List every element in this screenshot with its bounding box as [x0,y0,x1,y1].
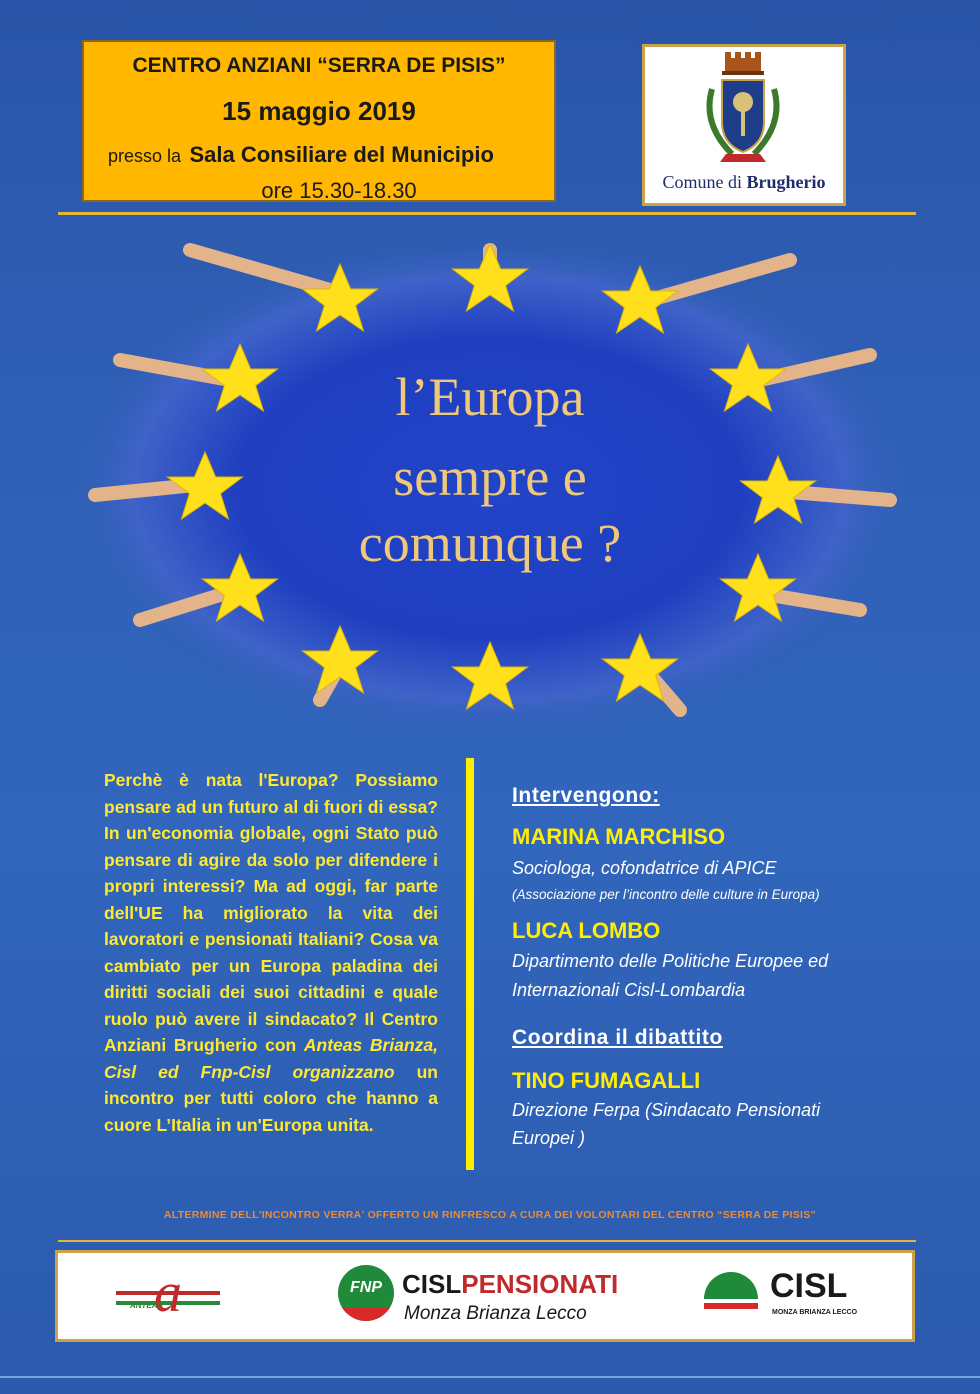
speaker-1-association: (Associazione per l’incontro delle culture in Europa) [512,887,820,902]
speaker-2-name: LUCA LOMBO [512,918,661,943]
hero-image [0,230,980,750]
comune-logo [642,44,846,206]
cisl-pensionati-cisl: CISL [402,1269,462,1299]
comune-prefix: Comune di [662,172,742,192]
moderator-role-line-1: Direzione Ferpa (Sindacato Pensionati [512,1100,821,1120]
description-part-b: un incontro per tutti coloro che hanno a cuore L’Italia in un'Europa unita. [104,1061,438,1135]
moderator-name: TINO FUMAGALLI [512,1068,701,1093]
cisl-emblem-icon [700,1265,762,1327]
hero-title-line-1: l’Europa [395,367,585,427]
comune-city: Brugherio [746,172,826,192]
speakers-heading: Intervengono: [512,784,660,807]
page-bottom-rule [0,1376,980,1378]
cisl-area: MONZA BRIANZA LECCO [772,1309,858,1316]
svg-text:a: a [154,1263,182,1324]
hero-title-line-2: sempre e [393,447,587,507]
event-place [108,142,554,168]
fnp-badge-stripe [338,1307,394,1321]
moderator-role-line-2: Europei ) [512,1128,586,1148]
place-name: Sala Consiliare del Municipio [189,142,494,167]
speaker-2-role-line-2: Internazionali Cisl-Lombardia [512,980,746,1000]
header-divider [58,212,916,215]
cisl-wordmark: CISL [770,1267,848,1305]
fnp-badge-text: FNP [350,1279,382,1296]
description-part-a: Perchè è nata l'Europa? Possiamo pensare ad un futuro al di fuori di essa? In un'economia globale, ogni Stato può pensare di agire da solo per difendere i propri interessi? Ma ad oggi, far parte dell'UE ha migliorato la vita dei lavoratori e pensionati Italiani? Cosa va cambiato per un Europa paladina dei diritti sociali dei suoi cittadini e quale ruolo può avere il sindacato? Il Centro Anziani Brugherio con [104,770,438,1055]
anteas-a-icon [108,1263,228,1329]
column-divider [466,758,474,1170]
comune-name [645,172,843,193]
event-header [82,40,556,202]
coat-of-arms-icon [642,44,846,174]
description-organizers: Anteas Brianza, Cisl ed Fnp-Cisl organizzano [104,1035,438,1082]
hero-title-line-3: comunque ? [358,513,622,573]
moderator-heading: Coordina il dibattito [512,1026,723,1049]
anteas-logo [108,1263,228,1329]
organizer-title: CENTRO ANZIANI “SERRA DE PISIS” [132,54,506,77]
place-prefix: presso la [108,146,182,166]
speaker-1-role: Sociologa, cofondatrice di APICE [512,858,777,878]
anteas-label: ANTEAS [130,1301,163,1310]
fnp-cisl-logo [338,1265,638,1331]
speaker-1-name: MARINA MARCHISO [512,824,726,849]
footer-divider [58,1240,916,1242]
fnp-badge-icon [338,1265,394,1321]
cisl-pensionati-area: Monza Brianza Lecco [404,1303,587,1324]
event-description [104,767,438,1138]
cisl-pensionati-pensionati: PENSIONATI [461,1269,619,1299]
event-time: ore 15.30-18.30 [261,178,417,203]
cisl-pensionati-wordmark [402,1269,618,1300]
event-date: 15 maggio 2019 [222,96,416,126]
speaker-2-role-line-1: Dipartimento delle Politiche Europee ed [512,951,829,971]
cisl-logo [700,1265,880,1331]
refreshment-note: ALTERMINE DELL'INCONTRO VERRA' OFFERTO UN RINFRESCO A CURA DEI VOLONTARI DEL CENTRO “SERRA DE PISIS” [163,1209,817,1221]
sponsor-logos [55,1250,915,1342]
